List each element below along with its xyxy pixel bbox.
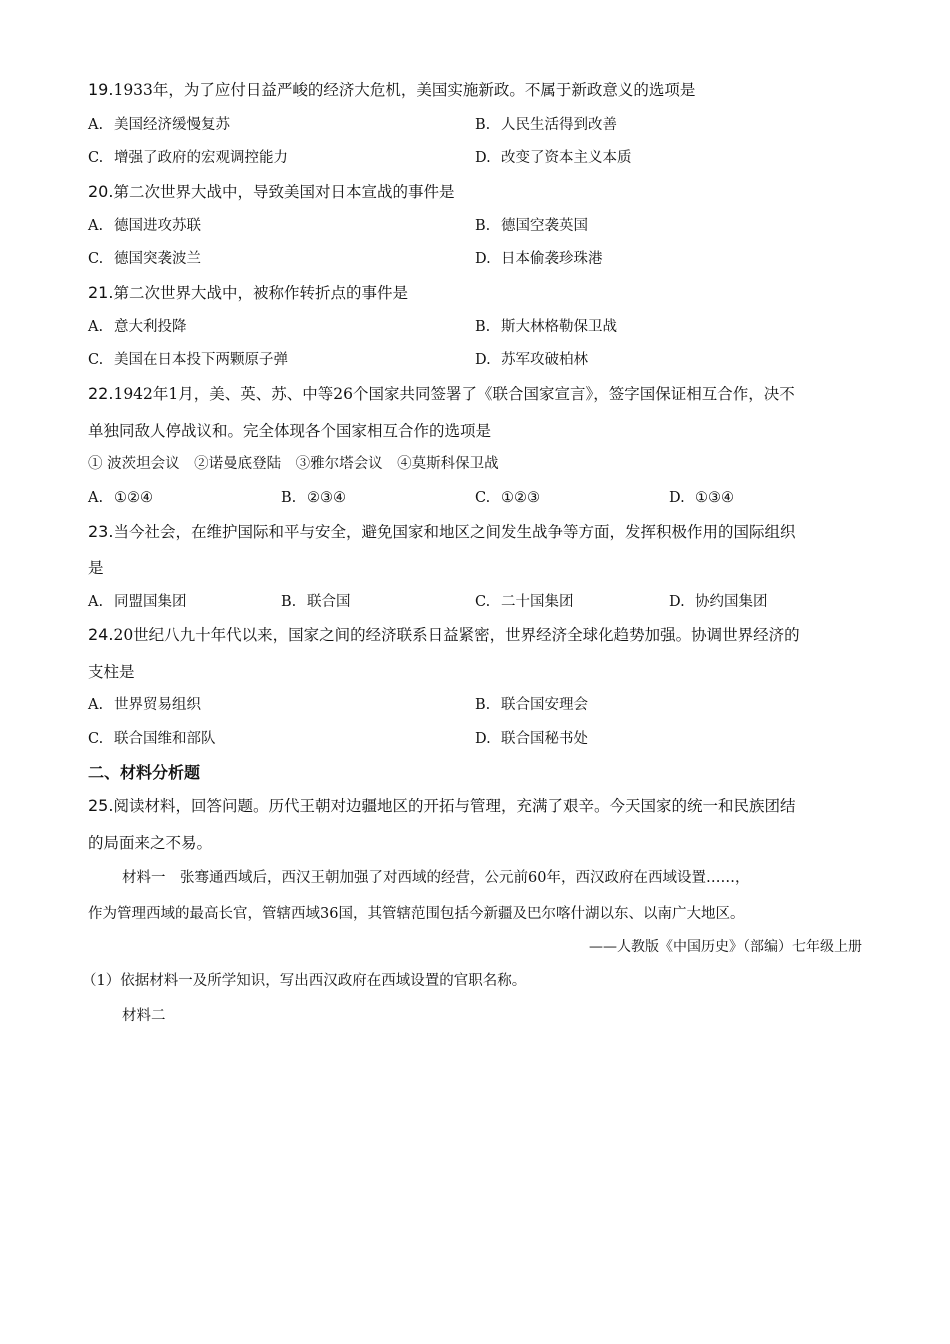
question-number: 23. bbox=[88, 522, 114, 541]
material-1-line2: 作为管理西域的最高长官，管辖西域36国，其管辖范围包括今新疆及巴尔喀什湖以东、以南广大地区。 bbox=[88, 906, 745, 922]
option-d bbox=[475, 729, 588, 749]
option-c bbox=[475, 488, 540, 508]
option-letter: A. bbox=[88, 319, 104, 335]
question-stem: 1933年，为了应付日益严峻的经济大危机，美国实施新政。不属于新政意义的选项是 bbox=[113, 81, 696, 99]
option-text: 增强了政府的宏观调控能力 bbox=[114, 150, 288, 166]
question-number: 24. bbox=[88, 625, 114, 644]
option-b bbox=[281, 592, 351, 612]
question-22 bbox=[88, 384, 795, 404]
option-text: 人民生活得到改善 bbox=[501, 117, 617, 133]
material-2-label: 材料二 bbox=[122, 1008, 166, 1024]
question-stem: 第二次世界大战中，被称作转折点的事件是 bbox=[113, 284, 408, 302]
option-text: 德国突袭波兰 bbox=[114, 251, 201, 267]
option-b bbox=[475, 115, 617, 135]
question-19 bbox=[88, 80, 695, 100]
option-text: 联合国秘书处 bbox=[501, 731, 588, 747]
option-letter: B. bbox=[475, 319, 491, 335]
option-letter: C. bbox=[475, 594, 491, 610]
question-stem-line1: 20世纪八九十年代以来，国家之间的经济联系日益紧密，世界经济全球化趋势加强。协调世界经济的 bbox=[113, 626, 800, 644]
question-21 bbox=[88, 283, 408, 303]
question-25 bbox=[88, 796, 795, 816]
option-d bbox=[475, 148, 632, 168]
option-c bbox=[88, 249, 201, 269]
question-stem-line1: 当今社会，在维护国际和平与安全，避免国家和地区之间发生战争等方面，发挥积极作用的国际组织 bbox=[113, 523, 796, 541]
option-letter: C. bbox=[88, 150, 104, 166]
option-text: 协约国集团 bbox=[695, 594, 768, 610]
section-title: 二、材料分析题 bbox=[88, 763, 201, 782]
option-letter: D. bbox=[475, 150, 491, 166]
option-letter: D. bbox=[475, 352, 491, 368]
option-text: 苏军攻破柏林 bbox=[501, 352, 588, 368]
sub-question-1: （1）依据材料一及所学知识，写出西汉政府在西域设置的官职名称。 bbox=[82, 973, 527, 989]
option-text: 联合国 bbox=[307, 594, 351, 610]
question-stem-line2: 单独同敌人停战议和。完全体现各个国家相互合作的选项是 bbox=[88, 422, 492, 440]
option-b bbox=[475, 216, 588, 236]
material-source: ——人教版《中国历史》（部编）七年级上册 bbox=[589, 939, 862, 955]
option-letter: C. bbox=[88, 731, 104, 747]
option-text: 联合国安理会 bbox=[501, 697, 588, 713]
option-letter: C. bbox=[475, 490, 491, 506]
option-c bbox=[88, 729, 216, 749]
option-letter: D. bbox=[669, 594, 685, 610]
option-letter: A. bbox=[88, 117, 104, 133]
option-b bbox=[475, 695, 588, 715]
option-text: 同盟国集团 bbox=[114, 594, 187, 610]
option-text: 斯大林格勒保卫战 bbox=[501, 319, 617, 335]
option-d bbox=[475, 350, 588, 370]
option-letter: A. bbox=[88, 490, 104, 506]
option-text: 日本偷袭珍珠港 bbox=[501, 251, 603, 267]
option-text: ①③④ bbox=[695, 490, 734, 506]
option-letter: B. bbox=[281, 594, 297, 610]
option-letter: C. bbox=[88, 251, 104, 267]
option-letter: D. bbox=[669, 490, 685, 506]
option-a bbox=[88, 592, 187, 612]
option-letter: D. bbox=[475, 731, 491, 747]
option-c bbox=[475, 592, 574, 612]
option-text: ①②④ bbox=[114, 490, 153, 506]
question-stem-line1: 1942年1月，美、英、苏、中等26个国家共同签署了《联合国家宣言》，签字国保证相互合作，决不 bbox=[113, 385, 795, 403]
question-23 bbox=[88, 522, 795, 542]
option-text: 改变了资本主义本质 bbox=[501, 150, 632, 166]
option-d bbox=[669, 488, 734, 508]
question-stem-line1: 阅读材料，回答问题。历代王朝对边疆地区的开拓与管理，充满了艰辛。今天国家的统一和民族团结 bbox=[113, 797, 796, 815]
option-a bbox=[88, 216, 201, 236]
option-text: ①②③ bbox=[501, 490, 540, 506]
option-d bbox=[475, 249, 603, 269]
option-letter: B. bbox=[475, 218, 491, 234]
question-number: 25. bbox=[88, 796, 114, 815]
option-letter: D. bbox=[475, 251, 491, 267]
option-letter: B. bbox=[475, 697, 491, 713]
question-stem-line2: 是 bbox=[88, 559, 104, 577]
option-a bbox=[88, 488, 153, 508]
question-items: ① 波茨坦会议 ②诺曼底登陆 ③雅尔塔会议 ④莫斯科保卫战 bbox=[88, 456, 499, 472]
option-letter: B. bbox=[281, 490, 297, 506]
question-stem: 第二次世界大战中，导致美国对日本宣战的事件是 bbox=[113, 183, 455, 201]
option-text: 美国经济缓慢复苏 bbox=[114, 117, 230, 133]
question-number: 19. bbox=[88, 80, 114, 99]
option-a bbox=[88, 317, 187, 337]
option-letter: A. bbox=[88, 697, 104, 713]
option-c bbox=[88, 148, 288, 168]
option-b bbox=[475, 317, 617, 337]
option-text: 联合国维和部队 bbox=[114, 731, 216, 747]
question-stem-line2: 的局面来之不易。 bbox=[88, 834, 213, 852]
question-stem-line2: 支柱是 bbox=[88, 663, 135, 681]
option-b bbox=[281, 488, 346, 508]
option-text: 美国在日本投下两颗原子弹 bbox=[114, 352, 288, 368]
option-text: 德国进攻苏联 bbox=[114, 218, 201, 234]
option-text: 世界贸易组织 bbox=[114, 697, 201, 713]
option-letter: B. bbox=[475, 117, 491, 133]
option-a bbox=[88, 695, 201, 715]
material-1-line1: 材料一 张骞通西域后，西汉王朝加强了对西域的经营，公元前60年，西汉政府在西域设置……， bbox=[122, 870, 750, 886]
option-a bbox=[88, 115, 230, 135]
question-24 bbox=[88, 625, 800, 645]
option-text: 二十国集团 bbox=[501, 594, 574, 610]
question-20 bbox=[88, 182, 454, 202]
option-text: 德国空袭英国 bbox=[501, 218, 588, 234]
option-text: 意大利投降 bbox=[114, 319, 187, 335]
option-text: ②③④ bbox=[307, 490, 346, 506]
question-number: 22. bbox=[88, 384, 114, 403]
option-d bbox=[669, 592, 768, 612]
option-letter: C. bbox=[88, 352, 104, 368]
question-number: 21. bbox=[88, 283, 114, 302]
option-letter: A. bbox=[88, 594, 104, 610]
option-letter: A. bbox=[88, 218, 104, 234]
question-number: 20. bbox=[88, 182, 114, 201]
option-c bbox=[88, 350, 288, 370]
